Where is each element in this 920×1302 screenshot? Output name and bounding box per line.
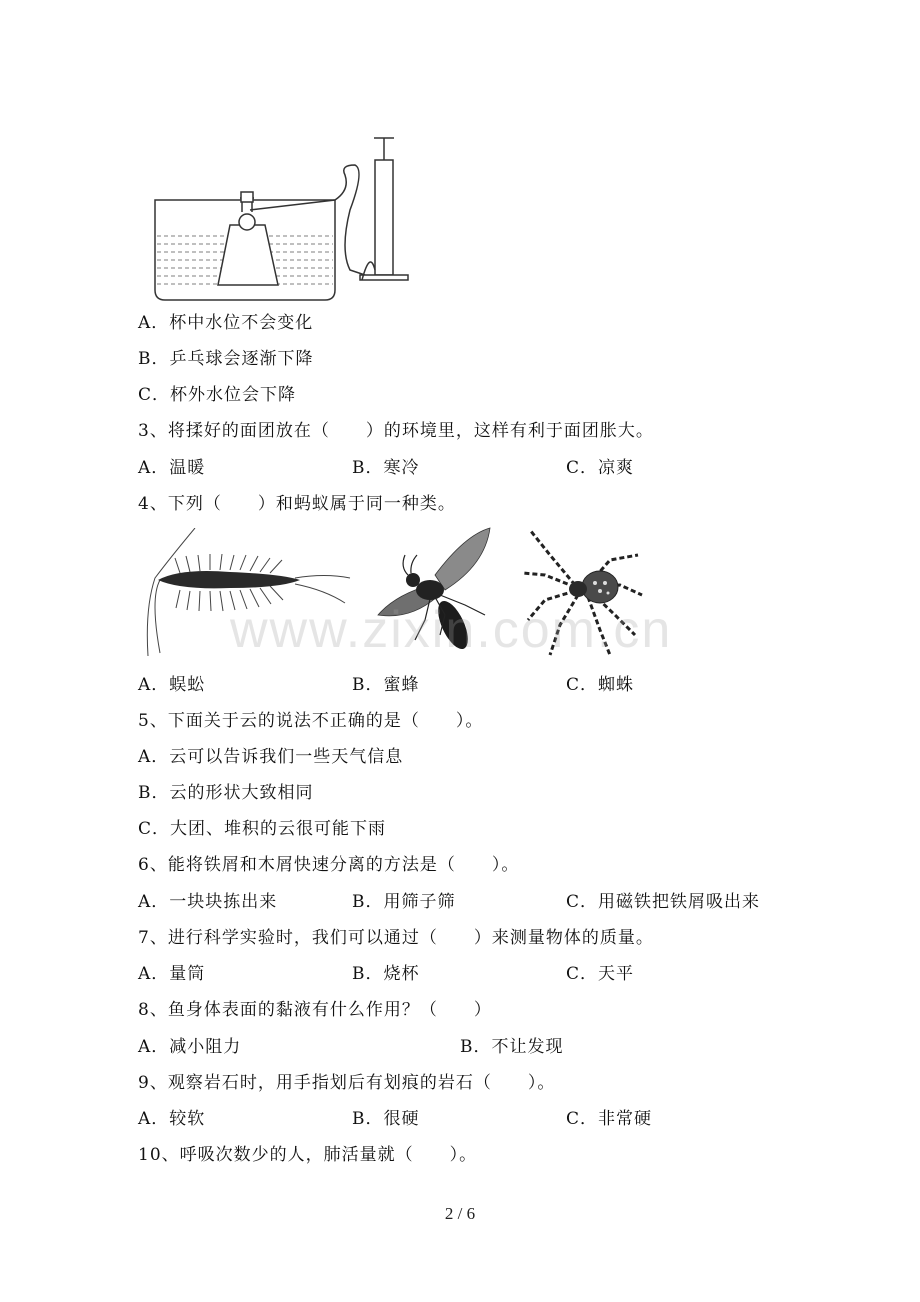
- q4-stem: 4、下列（ ）和蚂蚁属于同一种类。: [138, 494, 456, 514]
- q6-option-c[interactable]: C．用磁铁把铁屑吸出来: [566, 892, 761, 912]
- spider-image: [520, 525, 645, 660]
- q4-option-b[interactable]: B．蜜蜂: [352, 675, 420, 695]
- q9-option-b[interactable]: B．很硬: [352, 1109, 420, 1129]
- q6-stem: 6、能将铁屑和木屑快速分离的方法是（ ）。: [138, 855, 520, 875]
- q4-option-c[interactable]: C．蜘蛛: [566, 675, 635, 695]
- q9-option-a[interactable]: A．较软: [138, 1109, 206, 1129]
- air-pump: [375, 160, 393, 275]
- q8-option-a[interactable]: A．减小阻力: [138, 1037, 242, 1057]
- q7-option-c[interactable]: C．天平: [566, 964, 635, 984]
- q5-stem: 5、下面关于云的说法不正确的是（ ）。: [138, 711, 484, 731]
- q2-option-a[interactable]: A．杯中水位不会变化: [138, 313, 314, 333]
- q10-stem: 10、呼吸次数少的人，肺活量就（ ）。: [138, 1145, 478, 1165]
- q7-option-b[interactable]: B．烧杯: [352, 964, 420, 984]
- experiment-figure: [150, 130, 410, 305]
- q2-option-c[interactable]: C．杯外水位会下降: [138, 385, 297, 405]
- q7-stem: 7、进行科学实验时，我们可以通过（ ）来测量物体的质量。: [138, 928, 654, 948]
- q4-option-a[interactable]: A．蜈蚣: [138, 675, 206, 695]
- bee-image: [375, 525, 500, 660]
- q2-option-b[interactable]: B．乒乓球会逐渐下降: [138, 349, 314, 369]
- q3-stem: 3、将揉好的面团放在（ ）的环境里，这样有利于面团胀大。: [138, 421, 654, 441]
- q7-option-a[interactable]: A．量筒: [138, 964, 206, 984]
- q3-option-b[interactable]: B．寒冷: [352, 458, 420, 478]
- q8-option-b[interactable]: B．不让发现: [460, 1037, 564, 1057]
- q3-option-c[interactable]: C．凉爽: [566, 458, 635, 478]
- watermark: www.zixin.com.cn: [230, 601, 673, 659]
- ping-pong-ball: [239, 214, 255, 230]
- q5-option-a[interactable]: A．云可以告诉我们一些天气信息: [138, 747, 404, 767]
- q3-option-a[interactable]: A．温暖: [138, 458, 206, 478]
- q5-option-b[interactable]: B．云的形状大致相同: [138, 783, 314, 803]
- page-number: 2 / 6: [444, 1204, 476, 1223]
- q9-stem: 9、观察岩石时，用手指划后有划痕的岩石（ ）。: [138, 1073, 556, 1093]
- centipede-image: [140, 528, 355, 658]
- q5-option-c[interactable]: C．大团、堆积的云很可能下雨: [138, 819, 387, 839]
- q9-option-c[interactable]: C．非常硬: [566, 1109, 653, 1129]
- q6-option-a[interactable]: A．一块块拣出来: [138, 892, 278, 912]
- q8-stem: 8、鱼身体表面的黏液有什么作用？（ ）: [138, 1000, 492, 1020]
- q6-option-b[interactable]: B．用筛子筛: [352, 892, 456, 912]
- inverted-cup: [218, 225, 278, 285]
